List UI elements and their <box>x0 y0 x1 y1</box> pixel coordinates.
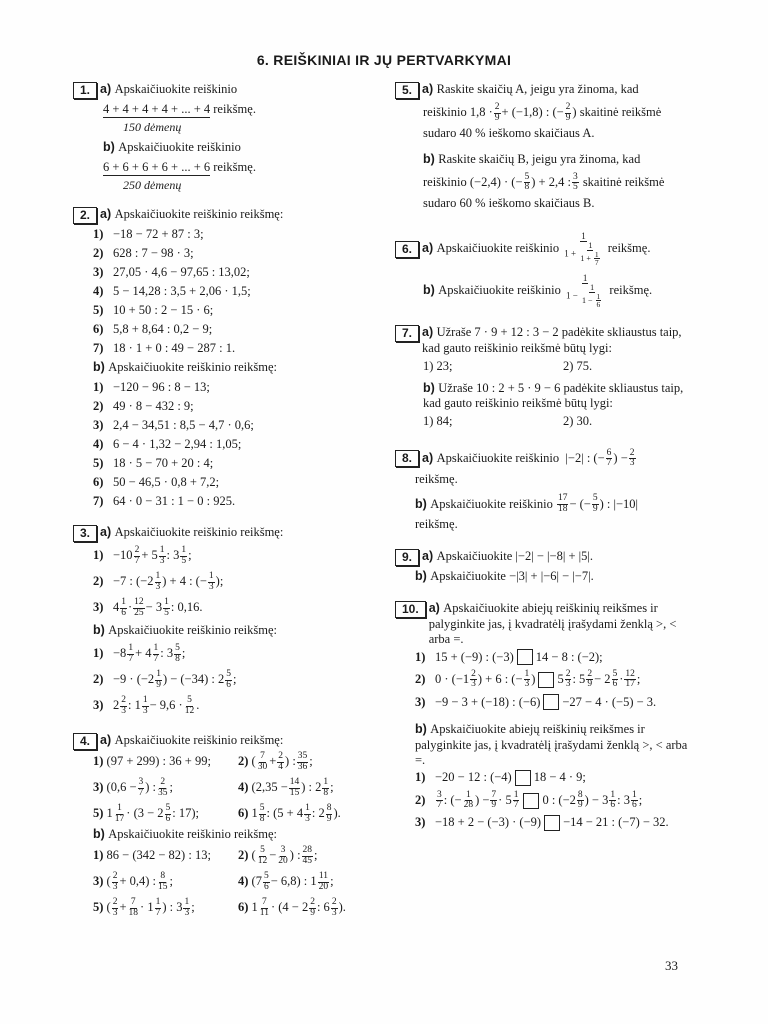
item-number: 1) <box>93 379 104 394</box>
list-item: 1) −10 $\frac{2}{7}$ + 5 $\frac{1}{3}$ : 3 $\frac{1}{5}$ ; <box>93 545 192 566</box>
exercise-4: 4. a) Apskaičiuokite reiškinio reikšmę: 1) (97 + 299) : 36 + 99; 2) ( $\frac{7}{30}$ + $\frac{2}{4}$ ) : $\frac{35}{36}$ ; 3) (0,6 − $\frac{3}{7}$ ) : $\frac{2}{35}$ ; 4) (2,35 − $\frac{14}{15}$ ) : 2 $\frac{1}{8}$ ; 5) 1 $\frac{1}{17}$ · (3 − 2 $\frac{5}{6}$ : 17); 6) 1 $\frac{5}{8}$ : (5 + 4 $\frac{1}{3}$ : 2 $\frac{8}{9}$ ). b) Apskaičiuokite reiškinio reikšmę: 1) 86 − (342 − 82) : 13; 2) ( $\frac{5}{12}$ − $\frac{3}{20}$ ) : $\frac{28}{45}$ ; 3) ( $\frac{2}{3}$ + 0,4) : $\frac{8}{15}$ ; 4) (7 $\frac{5}{6}$ − 6,8) : 1 $\frac{11}{20}$ ; 5) ( $\frac{2}{3}$ + $\frac{7}{18}$ · 1 $\frac{1}{7}$ ) : 3 $\frac{1}{3}$ ; 6) 1 $\frac{7}{11}$ · (4 − 2 $\frac{2}{9}$ : 6 $\frac{2}{3}$ ). <box>73 731 391 919</box>
exercise-5: 5. a) Raskite skaičių A, jeigu yra žinoma, kad reiškinio 1,8 · $\frac{2}{9}$ + (−1,8) : (− $\frac{2}{9}$ ) skaitinė reikšmė sudaro 40 % ieškomo skaičiaus A. b) Raskite skaičių B, jeigu yra žinoma, kad reiškinio (−2,4) · (− $\frac{5}{8}$ ) + 2,4 : $\frac{3}{5}$ skaitinė reikšmė sudaro 60 % ieškomo skaičiaus B. <box>395 80 693 211</box>
list-item <box>73 263 391 282</box>
left-column <box>73 80 391 931</box>
exercise-text: skaitinė reikšmė <box>579 105 662 120</box>
exercise-number: 7. <box>395 325 419 342</box>
list-item <box>73 435 391 454</box>
list-item <box>73 301 391 320</box>
exercise-text: sudaro 40 % ieškomo skaičiaus A. <box>423 126 595 140</box>
suffix-text: reikšmę. <box>607 241 651 256</box>
exercise-text: reiškinio <box>423 174 467 189</box>
list-item <box>73 339 391 358</box>
exercise-9: 9. a) Apskaičiuokite |−2| − |−8| + |5|. b) Apskaičiuokite −|3| + |−6| − |−7|. <box>395 547 693 587</box>
exercise-text: Užraše 7 · 9 + 12 : 3 − 2 padėkite skliaustus taip, kad gauto reiškinio reikšmė būtų lygi: <box>422 325 682 355</box>
list-item: 2) $\frac{3}{7}$ : (− $\frac{1}{28}$ ) − $\frac{7}{9}$ · 5 $\frac{1}{7}$ 0 : (−2 $\frac{8}{9}$ ) − 3 $\frac{1}{6}$ : 3 $\frac{1}{6}$ ; <box>415 789 643 811</box>
exercise-text: reiškinio <box>423 105 467 120</box>
exercise-text: Užraše 10 : 2 + 5 · 9 − 6 padėkite skliaustus taip, kad gauto reiškinio reikšmė būtų lygi: <box>423 380 684 411</box>
exercise-text: Apskaičiuokite reiškinio reikšmę: <box>114 733 284 748</box>
item-expression: 18 · 1 + 0 : 49 − 287 : 1. <box>113 340 236 355</box>
expression: 6 + 6 + 6 + 6 + ... + 6 <box>103 160 210 177</box>
exercise-text: Apskaičiuokite |−2| − |−8| + |5|. <box>436 549 593 564</box>
suffix-text: reikšmę. <box>213 102 256 117</box>
item-grid <box>73 751 391 825</box>
exercise-number: 6. <box>395 241 419 258</box>
exercise-text: Apskaičiuokite reiškinio reikšmę: <box>114 525 284 540</box>
item-expression: 628 : 7 − 98 · 3; <box>113 245 194 260</box>
list-item <box>73 473 391 492</box>
exercise-text: Apskaičiuokite reiškinio <box>118 140 241 155</box>
item-expression: −120 − 96 : 8 − 13; <box>113 379 210 394</box>
list-item <box>73 244 391 263</box>
list-item: 6) 1 $\frac{7}{11}$ · (4 − 2 $\frac{2}{9}$ : 6 $\frac{2}{3}$ ). <box>238 897 346 918</box>
list-item <box>73 378 391 397</box>
exercise-text: Apskaičiuokite reiškinio <box>430 496 553 511</box>
item-number: 7) <box>93 340 104 355</box>
list-item <box>73 416 391 435</box>
list-item <box>73 282 391 301</box>
brace-label: 150 dėmenų <box>123 120 182 134</box>
list-item: 5) 1 $\frac{1}{17}$ · (3 − 2 $\frac{5}{6}$ : 17); <box>93 803 200 824</box>
item-number: 3) <box>93 417 104 432</box>
list-item: 2) −7 : (−2 $\frac{1}{3}$ ) + 4 : (− $\frac{1}{3}$ ); <box>93 571 224 592</box>
answer-box[interactable] <box>523 793 539 809</box>
suffix-text: reikšmę. <box>415 471 458 486</box>
list-item <box>73 397 391 416</box>
list-item: 1) 86 − (342 − 82) : 13; <box>93 848 211 863</box>
list-item: 1) −8 $\frac{1}{7}$ + 4 $\frac{1}{7}$ : 3 $\frac{5}{8}$ ; <box>93 643 186 664</box>
list-item: 1) 23; <box>423 358 453 373</box>
item-number: 5) <box>93 455 104 470</box>
item-number: 1) <box>93 226 104 241</box>
list-item: 2) 30. <box>563 413 593 428</box>
list-item: 3) ( $\frac{2}{3}$ + 0,4) : $\frac{8}{15}$ ; <box>93 871 174 892</box>
list-item: 1) (97 + 299) : 36 + 99; <box>93 754 211 769</box>
exercise-text: Apskaičiuokite reiškinio reikšmę: <box>108 360 277 375</box>
exercise-text: Apskaičiuokite reiškinio reikšmę: <box>108 827 277 842</box>
list-item: 2) ( $\frac{7}{30}$ + $\frac{2}{4}$ ) : $\frac{35}{36}$ ; <box>238 751 313 772</box>
list-item: 3) 2 $\frac{2}{3}$ : 1 $\frac{1}{3}$ − 9,6 · $\frac{5}{12}$ . <box>93 695 200 716</box>
suffix-text: reikšmę. <box>415 517 458 532</box>
item-number: 6) <box>93 321 104 336</box>
exercise-10: 10. a) Apskaičiuokite abiejų reiškinių reikšmes ir palyginkite jas, į kvadratėlį įrašydami ženklą >, < arba =. 1) 15 + (−9) : (−3) 14 − 8 : (−2); 2) 0 · (−1 $\frac{2}{3}$ ) + 6 : (− $\frac{1}{3}$ ) 5 $\frac{2}{3}$ : 5 $\frac{2}{9}$ − 2 $\frac{5}{6}$ · $\frac{12}{17}$ ; 3) −9 − 3 + (−18) : (−6) −27 − 4 · (−5) − 3. b) Apskaičiuokite abiejų reiškinių reikšmes ir palyginkite jas, į kvadratėlį įrašydami ženklą >, < arba =. 1) −20 − 12 : (−4) 18 − 4 · 9; 2) $\frac{3}{7}$ : (− $\frac{1}{28}$ ) − $\frac{7}{9}$ · 5 $\frac{1}{7}$ 0 : (−2 $\frac{8}{9}$ ) − 3 $\frac{1}{6}$ : 3 $\frac{1}{6}$ ; 3) −18 + 2 − (−3) · (−9) −14 − 21 : (−7) − 32. <box>395 601 693 833</box>
exercise-number: 9. <box>395 549 419 566</box>
item-expression: 5,8 + 8,64 : 0,2 − 9; <box>113 321 213 336</box>
exercise-text: Apskaičiuokite reiškinio reikšmę: <box>114 207 284 222</box>
list-item: 4) (2,35 − $\frac{14}{15}$ ) : 2 $\frac{1}{8}$ ; <box>238 777 334 798</box>
exercise-1: 1. a) Apskaičiuokite reiškinio 4 + 4 + 4 + 4 + ... + 4 reikšmę. 150 dėmenų b) Apskaičiuokite reiškinio 6 + 6 + 6 + 6 + ... + 6 reikšmę. 250 dėmenų <box>73 80 391 193</box>
answer-box[interactable] <box>538 672 554 688</box>
exercise-text: Apskaičiuokite abiejų reiškinių reikšmes ir palyginkite jas, į kvadratėlį įrašydami ženklą >, < arba =. <box>415 721 688 768</box>
answer-box[interactable] <box>517 649 533 665</box>
exercise-text: Apskaičiuokite reiškinio <box>436 450 560 465</box>
list-item: 3) −9 − 3 + (−18) : (−6) −27 − 4 · (−5) − 3. <box>415 694 657 709</box>
answer-box[interactable] <box>543 694 559 710</box>
item-expression: 10 + 50 : 2 − 15 · 6; <box>113 302 214 317</box>
item-expression: 2,4 − 34,51 : 8,5 − 4,7 · 0,6; <box>113 417 254 432</box>
brace-label: 250 dėmenų <box>123 178 182 192</box>
answer-box[interactable] <box>544 815 560 831</box>
list-item <box>73 492 391 511</box>
exercise-number: 10. <box>395 601 426 618</box>
exercise-text: Apskaičiuokite reiškinio reikšmę: <box>108 623 277 638</box>
exercise-number: 4. <box>73 733 97 750</box>
list-item: 3) (0,6 − $\frac{3}{7}$ ) : $\frac{2}{35}$ ; <box>93 777 174 798</box>
item-list <box>73 225 391 358</box>
list-item <box>73 454 391 473</box>
exercise-3: 3. a) Apskaičiuokite reiškinio reikšmę: 1) −10 $\frac{2}{7}$ + 5 $\frac{1}{3}$ : 3 $\frac{1}{5}$ ; 2) −7 : (−2 $\frac{1}{3}$ ) + 4 : (− $\frac{1}{3}$ ); 3) 4 $\frac{1}{6}$ · $\frac{12}{25}$ − 3 $\frac{1}{5}$ : 0,16. b) Apskaičiuokite reiškinio reikšmę: 1) −8 $\frac{1}{7}$ + 4 $\frac{1}{7}$ : 3 $\frac{5}{8}$ ; 2) −9 · (−2 $\frac{1}{9}$ ) − (−34) : 2 $\frac{5}{6}$ ; 3) 2 $\frac{2}{3}$ : 1 $\frac{1}{3}$ − 9,6 · $\frac{5}{12}$ . <box>73 523 391 719</box>
exercise-text: Raskite skaičių B, jeigu yra žinoma, kad <box>438 151 641 166</box>
exercise-text: Apskaičiuokite reiškinio <box>438 283 561 298</box>
item-expression: 6 − 4 · 1,32 − 2,94 : 1,05; <box>113 436 242 451</box>
item-number: 4) <box>93 436 104 451</box>
list-item: 2) ( $\frac{5}{12}$ − $\frac{3}{20}$ ) : $\frac{28}{45}$ ; <box>238 845 318 866</box>
exercise-6: 6. a) Apskaičiuokite reiškinio 1 1 + 1 1 + $\frac{1}{7}$ reikšmę. b) Apskaičiuokite reiškinio 1 1 − 1 1 − $\frac{1}{6}$ reikšmę. <box>395 229 693 313</box>
suffix-text: reikšmę. <box>609 283 653 298</box>
exercise-number: 1. <box>73 82 97 99</box>
right-column <box>395 80 693 845</box>
exercise-text: Apskaičiuokite −|3| + |−6| − |−7|. <box>430 569 594 584</box>
item-expression: 49 · 8 − 432 : 9; <box>113 398 194 413</box>
page-title: 6. REIŠKINIAI IR JŲ PERTVARKYMAI <box>256 52 512 68</box>
item-number: 4) <box>93 283 104 298</box>
list-item <box>73 225 391 244</box>
list-item: 6) 1 $\frac{5}{8}$ : (5 + 4 $\frac{1}{3}$ : 2 $\frac{8}{9}$ ). <box>238 803 341 824</box>
item-number: 6) <box>93 474 104 489</box>
list-item: 3) 4 $\frac{1}{6}$ · $\frac{12}{25}$ − 3 $\frac{1}{5}$ : 0,16. <box>93 597 203 618</box>
item-number: 7) <box>93 493 104 508</box>
list-item: 1) 84; <box>423 413 453 428</box>
list-item: 2) 0 · (−1 $\frac{2}{3}$ ) + 6 : (− $\frac{1}{3}$ ) 5 $\frac{2}{3}$ : 5 $\frac{2}{9}$ − 2 $\frac{5}{6}$ · $\frac{12}{17}$ ; <box>415 668 641 690</box>
exercise-text: skaitinė reikšmė <box>582 174 665 189</box>
item-expression: 5 − 14,28 : 3,5 + 2,06 · 1,5; <box>113 283 251 298</box>
item-expression: 18 · 5 − 70 + 20 : 4; <box>113 455 214 470</box>
item-expression: 64 · 0 − 31 : 1 − 0 : 925. <box>113 493 236 508</box>
exercise-text: Apskaičiuokite reiškinio <box>436 241 560 256</box>
item-expression: 50 − 46,5 · 0,8 + 7,2; <box>113 474 220 489</box>
list-item: 1) −20 − 12 : (−4) 18 − 4 · 9; <box>415 770 586 785</box>
item-expression: 27,05 · 4,6 − 97,65 : 13,02; <box>113 264 250 279</box>
exercise-2: 2. a) Apskaičiuokite reiškinio reikšmę: 1) −18 − 72 + 87 : 3; 2) 628 : 7 − 98 · 3; 3) 27,05 · 4,6 − 97,65 : 13,02; 4) 5 − 14,28 : 3,5 + 2,06 · 1,5; 5) 10 + 50 : 2 − 15 · 6; 6) 5,8 + 8,64 : 0,2 − 9; 7) 18 · 1 + 0 : 49 − 287 : 1. b) Apskaičiuokite reiškinio reikšmę: 1) −120 − 96 : 8 − 13; 2) 49 · 8 − 432 : 9; 3) 2,4 − 34,51 : 8,5 − 4,7 · 0,6; 4) 6 − 4 · 1,32 − 2,94 : 1,05; 5) 18 · 5 − 70 + 20 : 4; 6) 50 − 46,5 · 0,8 + 7,2; 7) 64 · 0 − 31 : 1 − 0 : 925. <box>73 205 391 511</box>
exercise-text: Apskaičiuokite reiškinio <box>114 82 238 97</box>
exercise-8: 8. a) Apskaičiuokite reiškinio |−2| : (− $\frac{6}{7}$ ) − $\frac{2}{3}$ reikšmę. b) Apskaičiuokite reiškinio $\frac{17}{18}$ − (− $\frac{5}{9}$ ) : |−10| reikšmę. <box>395 446 693 533</box>
list-item: 5) ( $\frac{2}{3}$ + $\frac{7}{18}$ · 1 $\frac{1}{7}$ ) : 3 $\frac{1}{3}$ ; <box>93 897 195 918</box>
exercise-text: Apskaičiuokite abiejų reiškinių reikšmes ir palyginkite jas, į kvadratėlį įrašydami ženklą >, < arba =. <box>428 601 677 647</box>
item-expression: −18 − 72 + 87 : 3; <box>113 226 204 241</box>
suffix-text: reikšmę. <box>213 160 256 175</box>
expression: 4 + 4 + 4 + 4 + ... + 4 <box>103 102 210 119</box>
item-number: 3) <box>93 264 104 279</box>
item-grid <box>73 845 391 919</box>
item-number: 2) <box>93 245 104 260</box>
list-item: 1) 15 + (−9) : (−3) 14 − 8 : (−2); <box>415 649 603 664</box>
list-item: 2) −9 · (−2 $\frac{1}{9}$ ) − (−34) : 2 $\frac{5}{6}$ ; <box>93 669 237 690</box>
exercise-number: 2. <box>73 207 97 224</box>
exercise-number: 3. <box>73 525 97 542</box>
page-number: 33 <box>665 958 678 973</box>
answer-box[interactable] <box>515 770 531 786</box>
exercise-number: 8. <box>395 450 419 467</box>
list-item: 4) (7 $\frac{5}{6}$ − 6,8) : 1 $\frac{11}{20}$ ; <box>238 871 334 892</box>
exercise-text: Raskite skaičių A, jeigu yra žinoma, kad <box>436 82 639 97</box>
list-item: 2) 75. <box>563 358 593 373</box>
list-item: 3) −18 + 2 − (−3) · (−9) −14 − 21 : (−7) − 32. <box>415 815 669 830</box>
exercise-number: 5. <box>395 82 419 99</box>
list-item <box>73 320 391 339</box>
item-number: 5) <box>93 302 104 317</box>
exercise-7: 7. a) Užraše 7 · 9 + 12 : 3 − 2 padėkite skliaustus taip, kad gauto reiškinio reikšmė būtų lygi: 1) 23; 2) 75. b) Užraše 10 : 2 + 5 · 9 − 6 padėkite skliaustus taip, kad gauto reiškinio reikšmė būtų lygi: 1) 84; 2) 30. <box>395 325 693 432</box>
item-list <box>73 378 391 511</box>
exercise-text: sudaro 60 % ieškomo skaičiaus B. <box>423 195 595 210</box>
item-number: 2) <box>93 398 104 413</box>
